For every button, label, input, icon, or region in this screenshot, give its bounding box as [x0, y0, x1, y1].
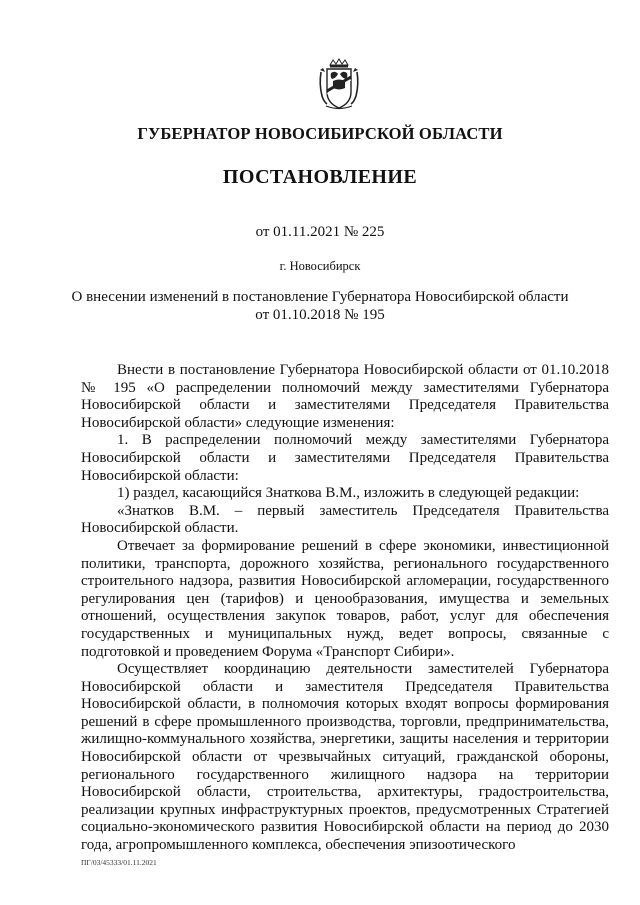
document-date-number: от 01.11.2021 № 225 [255, 224, 385, 240]
document-subject [40, 288, 600, 324]
issuing-authority-title: ГУБЕРНАТОР НОВОСИБИРСКОЙ ОБЛАСТИ [137, 124, 503, 143]
document-body [81, 362, 609, 855]
body-paragraph: 1. В распределении полномочий между заместителями Губернатора Новосибирской области и заместителями Председателя Правительства Новосибирской области: [81, 432, 609, 484]
body-paragraph: Осуществляет координацию деятельности заместителей Губернатора Новосибирской области и заместителя Председателя Правительства Новосибирской области, в полномочия которых входят вопросы формирования решений в сфере промышленного производства, торговли, предпринимательства, жилищно-коммунального хозяйства, энергетики, защиты населения и территории Новосибирской области от чрезвычайных ситуаций, гражданской обороны, регионального государственного жилищного надзора на территории Новосибирской области, строительства, архитектуры, градостроительства, реализации крупных инфраструктурных проектов, предусмотренных Стратегией социально-экономического развития Новосибирской области на период до 2030 года, агропромышленного комплекса, обеспечения эпизоотического [81, 661, 609, 854]
subject-line-2: от 01.10.2018 № 195 [255, 307, 385, 323]
document-type-title: ПОСТАНОВЛЕНИЕ [222, 166, 418, 188]
body-paragraph: «Знатков В.М. – первый заместитель Председателя Правительства Новосибирской области. [81, 502, 609, 537]
subject-line-1: О внесении изменений в постановление Губернатора Новосибирской области [71, 289, 569, 305]
document-registration-code: ПГ/03/45333/01.11.2021 [81, 858, 157, 867]
body-paragraph: 1) раздел, касающийся Знаткова В.М., изложить в следующей редакции: [117, 485, 580, 502]
novosibirsk-coat-of-arms-icon [318, 58, 360, 110]
body-paragraph: Отвечает за формирование решений в сфере экономики, инвестиционной политики, транспорта, дорожного хозяйства, регионального государственного строительного надзора, развития Новосибирской агломерации, государственного регулирования цен (тарифов) и ценообразования, имущества и земельных отношений, осуществления закупок товаров, работ, услуг для обеспечения государственных и муниципальных нужд, ведет вопросы, связанные с подготовкой и проведением Форума «Транспорт Сибири». [81, 537, 609, 660]
document-city: г. Новосибирск [279, 259, 361, 273]
body-paragraph: Внести в постановление Губернатора Новосибирской области от 01.10.2018 № 195 «О распределении полномочий между заместителями Губернатора Новосибирской области и заместителями Председателя Правительства Новосибирской области» следующие изменения: [81, 362, 609, 431]
